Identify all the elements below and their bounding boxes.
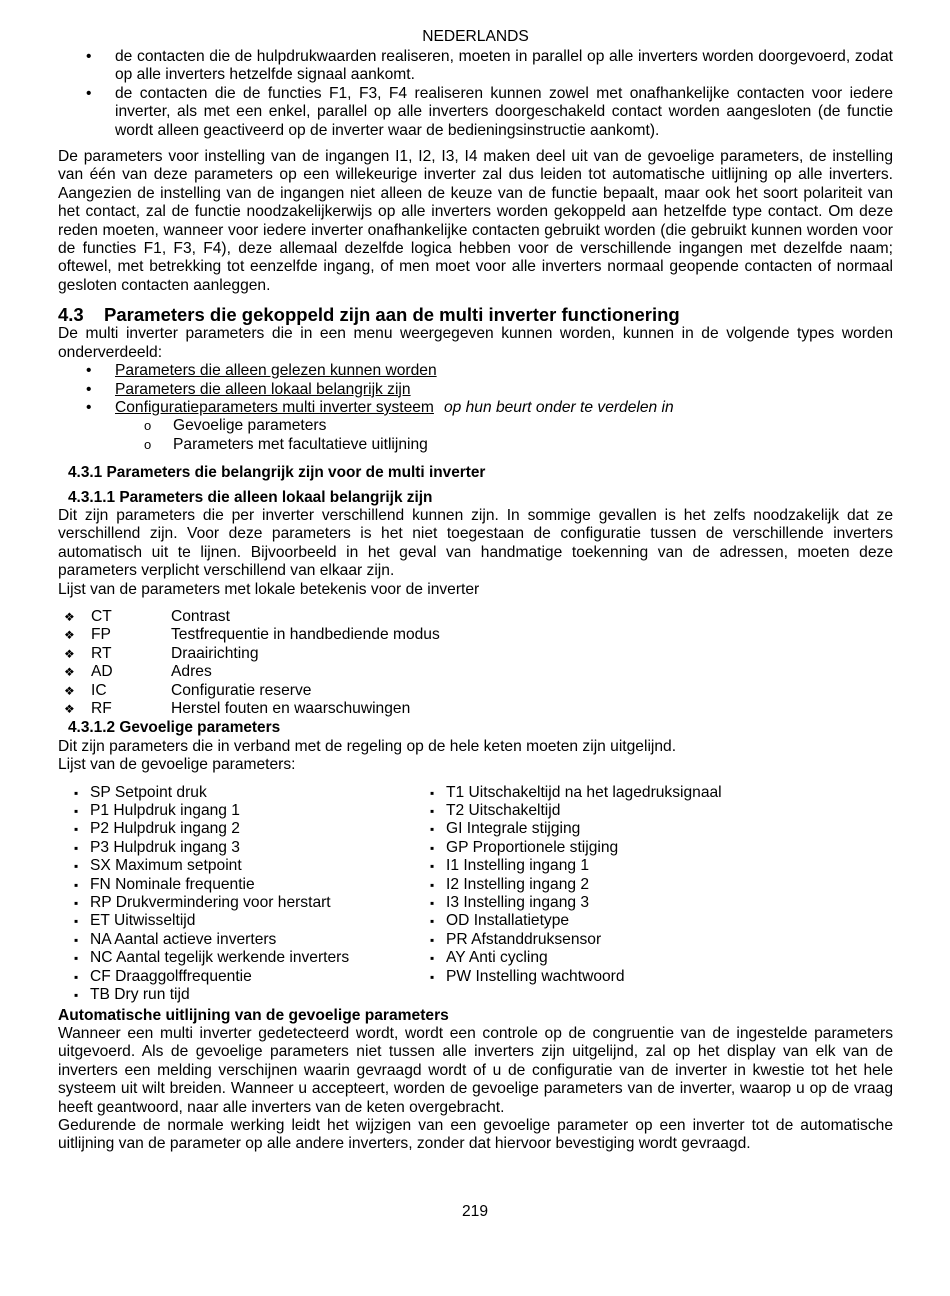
- section-heading-4-3: [58, 304, 893, 325]
- list-item: ❖ RT Draairichting: [58, 645, 893, 663]
- page-header: NEDERLANDS: [422, 28, 529, 45]
- list-item: ▪ NC Aantal tegelijk werkende inverters: [58, 949, 414, 967]
- list-item: ▪ P1 Hulpdruk ingang 1: [58, 802, 414, 820]
- list-item: o Gevoelige parameters: [58, 417, 893, 435]
- document-page: [58, 28, 893, 1154]
- list-item: ❖ FP Testfrequentie in handbediende modus: [58, 626, 893, 644]
- section-title: Parameters die gekoppeld zijn aan de multi inverter functionering: [104, 304, 680, 326]
- types-note: op hun beurt onder te verdelen in: [443, 398, 674, 416]
- list-item: ▪ AY Anti cycling: [414, 949, 722, 967]
- list-item: • de contacten die de functies F1, F3, F4 realiseren kunnen zowel met onafhankelijke contacten voor iedere inverter, als met een enkel, parallel op alle inverters doorgeschakeld contact worden aangesloten (de functie wordt alleen geactiveerd op de inverter waar de bedieningsinstructie aankomt).: [58, 85, 893, 140]
- list-item: ❖ IC Configuratie reserve: [58, 682, 893, 700]
- top-bullet-list: [58, 48, 893, 140]
- parameter-types-list: [58, 362, 893, 454]
- list-item: ▪ FN Nominale frequentie: [58, 876, 414, 894]
- list-item: ▪ P2 Hulpdruk ingang 2: [58, 820, 414, 838]
- paragraph-sensitive: Dit zijn parameters die in verband met de regeling op de hele keten moeten zijn uitgelijnd.: [58, 737, 677, 755]
- list-item: ▪ NA Aantal actieve inverters: [58, 931, 414, 949]
- section-number: 4.3: [58, 304, 84, 326]
- sensitive-list-intro: Lijst van de gevoelige parameters:: [58, 756, 296, 774]
- section-intro: De multi inverter parameters die in een menu weergegeven kunnen worden, kunnen in de volgende types worden onderverdeeld:: [58, 325, 893, 361]
- section-heading-4-3-1-1: 4.3.1.1 Parameters die alleen lokaal belangrijk zijn: [68, 488, 433, 506]
- list-item: ▪ I3 Instelling ingang 3: [414, 894, 722, 912]
- list-item: ▪ OD Installatietype: [414, 912, 722, 930]
- list-item: ❖ CT Contrast: [58, 608, 893, 626]
- list-item: • Configuratieparameters multi inverter systeem op hun beurt onder te verdelen in: [58, 399, 893, 417]
- list-item: ▪ SP Setpoint druk: [58, 784, 414, 802]
- local-parameter-list: [58, 608, 893, 718]
- section-heading-4-3-1-2: 4.3.1.2 Gevoelige parameters: [68, 719, 281, 737]
- section-heading-4-3-1: 4.3.1 Parameters die belangrijk zijn voor de multi inverter: [68, 464, 486, 482]
- list-item: ▪ I1 Instelling ingang 1: [414, 857, 722, 875]
- list-item: o Parameters met facultatieve uitlijning: [58, 436, 893, 454]
- paragraph-local: Dit zijn parameters die per inverter verschillend kunnen zijn. In sommige gevallen is het zelfs noodzakelijk dat ze verschillend zijn. Voor deze parameters is het niet toegestaan de configuratie tussen de verschillende inverters automatisch uit te lijnen. Bijvoorbeeld in het geval van handmatige toekenning van de adressen, moeten deze parameters verplicht verschillend van elkaar zijn.: [58, 506, 893, 580]
- list-item: ▪ ET Uitwisseltijd: [58, 912, 414, 930]
- auto-align-paragraph-1: Wanneer een multi inverter gedetecteerd wordt, wordt een controle op de congruentie van de ingestelde parameters uitgevoerd. Als de gevoelige parameters niet tussen alle inverters zijn uitgelijnd, zal op het display van elk van de inverters een melding verschijnen waarin gevraagd wordt of u de configuratie van de inverter in kwestie tot het hele systeem uit wilt breiden. Wanneer u accepteert, worden de gevoelige parameters van de inverter, waarop u op de vraag heeft geantwoord, naar alle inverters van de keten overgebracht.: [58, 1024, 893, 1116]
- list-item: ▪ T1 Uitschakeltijd na het lagedruksignaal: [414, 784, 722, 802]
- list-item: ▪ SX Maximum setpoint: [58, 857, 414, 875]
- list-item: • Parameters die alleen lokaal belangrijk zijn: [58, 381, 893, 399]
- auto-align-paragraph-2: Gedurende de normale werking leidt het wijzigen van een gevoelige parameter op een inverter tot de automatische uitlijning van de parameter op alle andere inverters, zonder dat hiervoor bevestiging wordt gevraagd.: [58, 1116, 893, 1153]
- list-item: ▪ GP Proportionele stijging: [414, 839, 722, 857]
- list-item: • de contacten die de hulpdrukwaarden realiseren, moeten in parallel op alle inverters worden doorgevoerd, zodat op alle inverters hetzelfde signaal aankomt.: [58, 48, 893, 85]
- auto-align-heading: Automatische uitlijning van de gevoelige parameters: [58, 1006, 449, 1024]
- list-item: ▪ P3 Hulpdruk ingang 3: [58, 839, 414, 857]
- list-item: ▪ TB Dry run tijd: [58, 986, 414, 1004]
- list-item: • Parameters die alleen gelezen kunnen worden: [58, 362, 893, 380]
- list-item: ▪ PW Instelling wachtwoord: [414, 968, 722, 986]
- list-item: ▪ RP Drukvermindering voor herstart: [58, 894, 414, 912]
- list-item: ▪ PR Afstanddruksensor: [414, 931, 722, 949]
- local-list-intro: Lijst van de parameters met lokale betekenis voor de inverter: [58, 580, 480, 598]
- list-item: ❖ AD Adres: [58, 663, 893, 681]
- sensitive-parameter-columns: [58, 784, 893, 1005]
- sensitive-list-left: [58, 784, 414, 1005]
- list-item: ▪ GI Integrale stijging: [414, 820, 722, 838]
- sensitive-list-right: [414, 784, 722, 1005]
- paragraph-inputs: De parameters voor instelling van de ingangen I1, I2, I3, I4 maken deel uit van de gevoelige parameters, de instelling van één van deze parameters op een willekeurige inverter zal dus leiden tot automatische uitlijning op alle inverters. Aangezien de instelling van de ingangen niet alleen de keuze van de functie bepaalt, maar ook het soort polariteit van het contact, zal de functie noodzakelijkerwijs op alle inverters worden gekoppeld aan hetzelfde type contact. Om deze reden moeten, wanneer voor iedere inverter onafhankelijke contacten gebruikt worden (die gebruikt kunnen worden voor de functies F1, F3, F4), deze allemaal dezelfde logica hebben voor de verschillende ingangen met dezelfde naam; oftewel, met betrekking tot eenzelfde ingang, of men moet voor alle inverters normaal geopende contacten of normaal gesloten contacten aanleggen.: [58, 148, 893, 294]
- list-item: ▪ I2 Instelling ingang 2: [414, 876, 722, 894]
- page-number: 219: [461, 1203, 489, 1220]
- list-item: ▪ T2 Uitschakeltijd: [414, 802, 722, 820]
- list-item: ▪ CF Draaggolffrequentie: [58, 968, 414, 986]
- list-item: ❖ RF Herstel fouten en waarschuwingen: [58, 700, 893, 718]
